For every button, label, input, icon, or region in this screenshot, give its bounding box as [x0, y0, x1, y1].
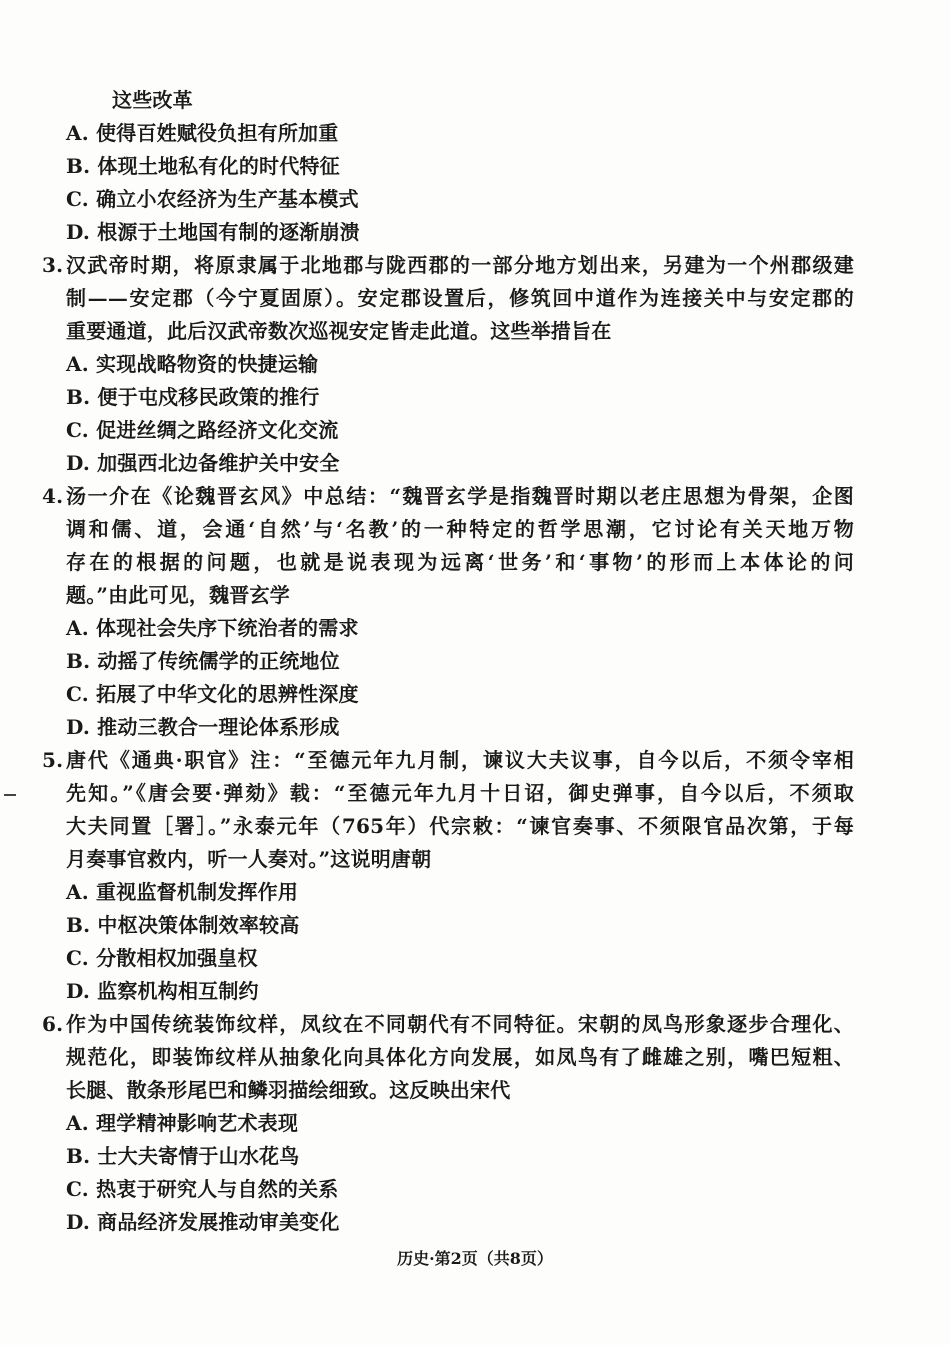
- q3-option-a: A. 实现战略物资的快捷运输: [66, 352, 319, 376]
- q6-stem-line-1: 作为中国传统装饰纹样，凤纹在不同朝代有不同特征。宋朝的凤鸟形象逐步合理化、: [66, 1012, 854, 1036]
- q6-option-c: C. 热衷于研究人与自然的关系: [66, 1177, 339, 1201]
- q3-option-d: D. 加强西北边备维护关中安全: [66, 451, 340, 475]
- q5-number: 5.: [42, 748, 64, 772]
- q2-option-c: C. 确立小农经济为生产基本模式: [66, 187, 359, 211]
- q5-stem-line-2: 先知。”《唐会要·弹劾》载：“至德元年九月十日诏，御史弹事，自今以后，不须取: [66, 781, 854, 805]
- q6-number: 6.: [42, 1012, 64, 1036]
- margin-mark: [4, 794, 16, 796]
- q6-stem-line-2: 规范化，即装饰纹样从抽象化向具体化方向发展，如凤鸟有了雌雄之别，嘴巴短粗、: [66, 1045, 854, 1069]
- q4-stem-line-3: 存在的根据的问题，也就是说表现为远离‘世务’和‘事物’的形而上本体论的问: [66, 550, 854, 574]
- q2-stem-end: 这些改革: [112, 88, 193, 112]
- q5-option-d: D. 监察机构相互制约: [66, 979, 259, 1003]
- q4-option-a: A. 体现社会失序下统治者的需求: [66, 616, 359, 640]
- q5-option-b: B. 中枢决策体制效率较高: [66, 913, 300, 937]
- q5-stem-line-4: 月奏事官救内，听一人奏对。”这说明唐朝: [66, 847, 432, 871]
- q3-stem-line-3: 重要通道，此后汉武帝数次巡视安定皆走此道。这些举措旨在: [66, 319, 612, 343]
- q2-option-a: A. 使得百姓赋役负担有所加重: [66, 121, 339, 145]
- q3-number: 3.: [42, 253, 64, 277]
- q4-option-c: C. 拓展了中华文化的思辨性深度: [66, 682, 359, 706]
- q2-option-b: B. 体现土地私有化的时代特征: [66, 154, 340, 178]
- q3-stem-line-2: 制——安定郡（今宁夏固原）。安定郡设置后，修筑回中道作为连接关中与安定郡的: [66, 286, 854, 310]
- q4-number: 4.: [42, 484, 64, 508]
- q5-option-c: C. 分散相权加强皇权: [66, 946, 258, 970]
- q6-option-a: A. 理学精神影响艺术表现: [66, 1111, 299, 1135]
- q4-option-b: B. 动摇了传统儒学的正统地位: [66, 649, 340, 673]
- q4-stem-line-4: 题。”由此可见，魏晋玄学: [66, 583, 290, 607]
- q4-option-d: D. 推动三教合一理论体系形成: [66, 715, 340, 739]
- q3-stem-line-1: 汉武帝时期，将原隶属于北地郡与陇西郡的一部分地方划出来，另建为一个州郡级建: [66, 253, 854, 277]
- page-footer: 历史·第2页（共8页）: [397, 1249, 553, 1268]
- q6-option-b: B. 士大夫寄情于山水花鸟: [66, 1144, 300, 1168]
- q2-option-d: D. 根源于土地国有制的逐渐崩溃: [66, 220, 360, 244]
- q5-stem-line-1: 唐代《通典·职官》注：“至德元年九月制，谏议大夫议事，自今以后，不须令宰相: [66, 748, 854, 772]
- q5-option-a: A. 重视监督机制发挥作用: [66, 880, 299, 904]
- q3-option-c: C. 促进丝绸之路经济文化交流: [66, 418, 339, 442]
- q6-option-d: D. 商品经济发展推动审美变化: [66, 1210, 340, 1234]
- q4-stem-line-1: 汤一介在《论魏晋玄风》中总结：“魏晋玄学是指魏晋时期以老庄思想为骨架，企图: [66, 484, 854, 508]
- q3-option-b: B. 便于屯戍移民政策的推行: [66, 385, 320, 409]
- q4-stem-line-2: 调和儒、道，会通‘自然’与‘名教’的一种特定的哲学思潮，它讨论有关天地万物: [66, 517, 854, 541]
- q6-stem-line-3: 长腿、散条形尾巴和鳞羽描绘细致。这反映出宋代: [66, 1078, 511, 1102]
- q5-stem-line-3: 大夫同置［署］。”永泰元年（765年）代宗敕：“谏官奏事、不须限官品次第，于每: [66, 814, 854, 838]
